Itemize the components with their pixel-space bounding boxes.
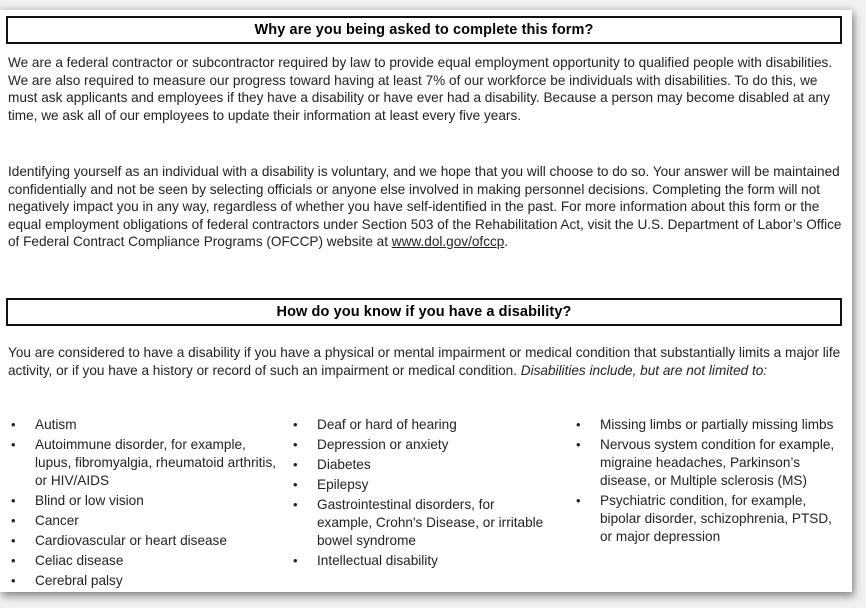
paragraph-disability-definition [8,344,848,379]
section-heading-why-text: Why are you being asked to complete this form? [254,22,594,38]
bullet-icon: • [576,493,581,508]
disability-list-item [8,492,283,510]
bullet-icon: • [11,437,16,452]
disability-list-item-text: Nervous system condition for example, migraine headaches, Parkinson’s disease, or Multiple sclerosis (MS) [600,437,835,488]
disability-list-item [290,436,545,454]
disability-list-item-text: Missing limbs or partially missing limbs [600,417,834,432]
bullet-icon: • [293,457,298,472]
section-heading-how-text: How do you know if you have a disability? [276,304,572,320]
bullet-icon: • [293,553,298,568]
disability-list-item-text: Autism [35,417,77,432]
paragraph-voluntary-text: Identifying yourself as an individual with a disability is voluntary, and we hope that you will choose to do so. Your answer will be maintained confidentially and not be seen by selecting officials or anyone else involved in making personnel decisions. Completing the form will not negatively impact you in any way, regardless of whether you have self-identified in the past. For more information about this form or the equal employment obligations of federal contractors under Section 503 of the Rehabilitation Act, visit the U.S. Department of Labor’s Office of Federal Contract Compliance Programs (OFCCP) website at [8,164,842,249]
bullet-icon: • [293,417,298,432]
ofccp-website-link[interactable]: www.dol.gov/ofccp [391,234,505,249]
disability-list-column-1 [8,416,283,592]
disability-list-item-text: Psychiatric condition, for example, bipolar disorder, schizophrenia, PTSD, or major depression [600,493,832,544]
paragraph-voluntary-end: . [504,234,509,249]
disability-list-item [8,552,283,570]
section-heading-why [6,16,842,44]
bullet-icon: • [293,437,298,452]
disability-list-item-text: Celiac disease [35,553,124,568]
disability-list-item [573,416,843,434]
disability-list-item [290,552,545,570]
paragraph-federal-contractor: We are a federal contractor or subcontractor required by law to provide equal employment opportunity to qualified people with disabilities. We are also required to measure our progress toward having at least 7% of our workforce be individuals with disabilities. To do this, we must ask applicants and employees if they have a disability or have ever had a disability. Because a person may become disabled at any time, we ask all of our employees to update their information at least every five years. [8,55,833,123]
disability-list-item [290,456,545,474]
bullet-icon: • [11,553,16,568]
disability-list-item-text: Autoimmune disorder, for example, lupus, fibromyalgia, rheumatoid arthritis, or HIV/AIDS [35,437,277,488]
disability-list-item [8,532,283,550]
disability-list-item [573,436,843,490]
bullet-icon: • [11,533,16,548]
bullet-icon: • [293,477,298,492]
disability-list-item-text: Deaf or hard of hearing [317,417,457,432]
definition-italic-text: Disabilities include, but are not limited to: [520,362,768,378]
disability-list-item [8,416,283,434]
bullet-icon: • [11,513,16,528]
bullet-icon: • [11,493,16,508]
bullet-icon: • [576,417,581,432]
disability-list-item-text: Cerebral palsy [35,573,123,588]
disability-list-item [290,496,545,550]
disability-list-item-text: Diabetes [317,457,371,472]
disability-list-item-text: Cardiovascular or heart disease [35,533,227,548]
disability-list-item [290,416,545,434]
paragraph-voluntary-identification [8,163,848,251]
disability-list-item-text: Epilepsy [317,477,369,492]
disability-list-item [573,492,843,546]
section-heading-how [6,298,842,326]
bullet-icon: • [11,573,16,588]
disability-list-item-text: Intellectual disability [317,553,438,568]
disability-list-column-3 [573,416,843,548]
disability-list-item [8,512,283,530]
disability-list-item-text: Blind or low vision [35,493,144,508]
bullet-icon: • [11,417,16,432]
disability-list-item [8,572,283,590]
bullet-icon: • [576,437,581,452]
definition-text: You are considered to have a disability if you have a physical or mental impairment or medical condition that substantially limits a major life activity, or if you have a history or record of such an impairment or medical condition. [8,345,841,378]
disability-list-item-text: Cancer [35,513,79,528]
bullet-icon: • [293,497,298,512]
disability-list-item [290,476,545,494]
disability-list-column-2 [290,416,545,572]
form-page [0,10,852,592]
disability-list-item [8,436,283,490]
disability-list-item-text: Gastrointestinal disorders, for example, Crohn's Disease, or irritable bowel syndrome [317,497,544,548]
disability-list-item-text: Depression or anxiety [317,437,449,452]
